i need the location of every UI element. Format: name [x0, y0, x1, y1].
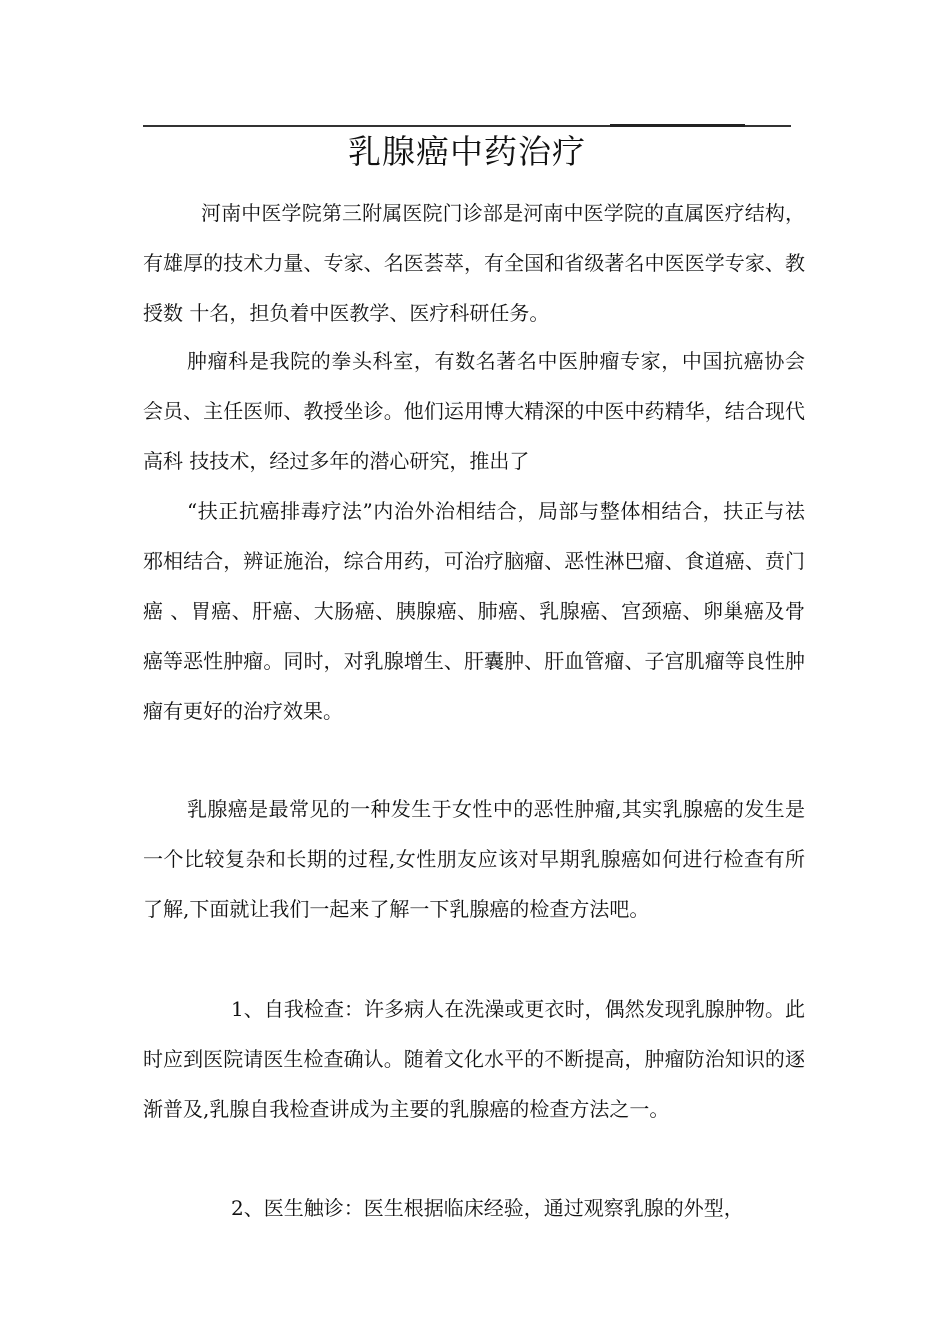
paragraph-self-examination: 1、自我检查：许多病人在洗澡或更衣时，偶然发现乳腺肿物。此时应到医院请医生检查确认。随着文化水平的不断提高，肿瘤防治知识的逐渐普及,乳腺自我检查讲成为主要的乳腺癌的检查方法之一。 — [143, 997, 805, 1121]
paragraph-treatment-method: “扶正抗癌排毒疗法”内治外治相结合，局部与整体相结合，扶正与祛邪相结合，辨证施治，综合用药，可治疗脑瘤、恶性淋巴瘤、食道癌、贲门癌 、胃癌、肝癌、大肠癌、胰腺癌、肺癌、乳腺癌、宫颈癌、卵巢癌及骨癌等恶性肿瘤。同时，对乳腺增生、肝囊肿、肝血管瘤、子宫肌瘤等良性肿瘤有更好的治疗效果。 — [143, 499, 805, 723]
document-title: 乳腺癌中药治疗 — [348, 132, 586, 171]
paragraph-doctor-palpation: 2、医生触诊：医生根据临床经验，通过观察乳腺的外型， — [231, 1196, 744, 1220]
header-rule-accent — [610, 124, 745, 127]
paragraph-oncology-department: 肿瘤科是我院的拳头科室，有数名著名中医肿瘤专家，中国抗癌协会会员、主任医师、教授坐诊。他们运用博大精深的中医中药精华，结合现代高科 技技术，经过多年的潜心研究，推出了 — [143, 349, 805, 473]
paragraph-breast-cancer-intro: 乳腺癌是最常见的一种发生于女性中的恶性肿瘤,其实乳腺癌的发生是一个比较复杂和长期的过程,女性朋友应该对早期乳腺癌如何进行检查有所了解,下面就让我们一起来了解一下乳腺癌的检查方法吧。 — [143, 797, 805, 921]
paragraph-hospital-intro: 河南中医学院第三附属医院门诊部是河南中医学院的直属医疗结构，有雄厚的技术力量、专家、名医荟萃，有全国和省级著名中医医学专家、教授数 十名，担负着中医教学、医疗科研任务。 — [143, 201, 805, 325]
